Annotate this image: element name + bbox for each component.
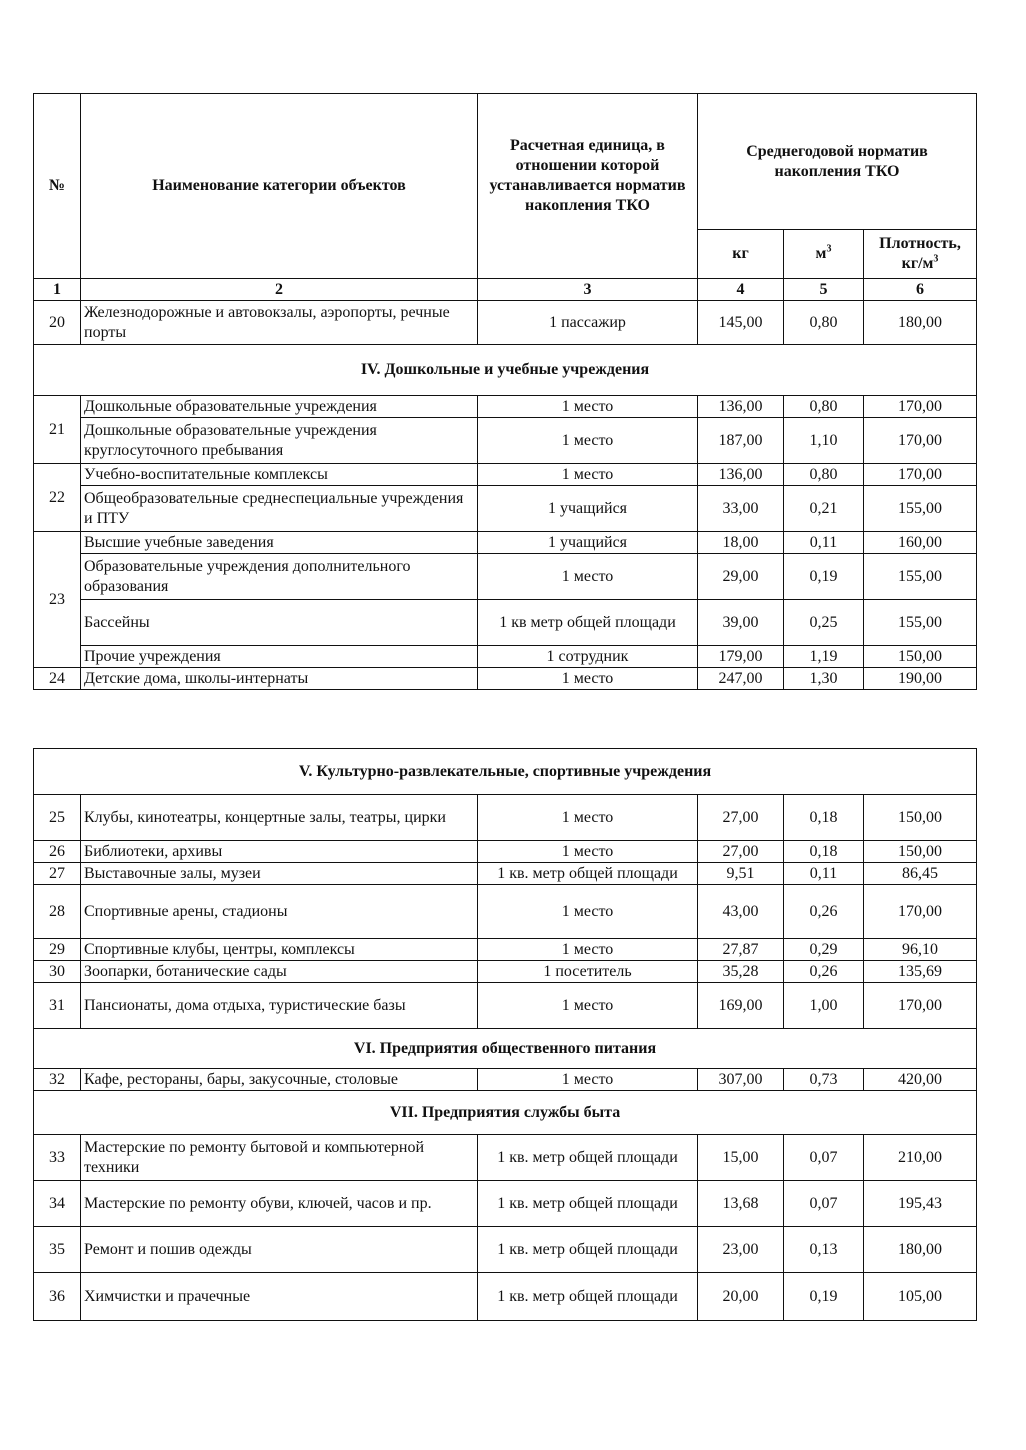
row-unit: 1 кв. метр общей площади (478, 1181, 698, 1227)
table-row (34, 1181, 977, 1227)
table-row (34, 668, 977, 690)
row-name: Кафе, рестораны, бары, закусочные, столовые (81, 1069, 478, 1091)
row-name: Учебно-воспитательные комплексы (81, 464, 478, 486)
row-name: Высшие учебные заведения (81, 532, 478, 554)
row-density: 96,10 (864, 939, 977, 961)
row-m3: 0,19 (784, 1273, 864, 1321)
row-name: Пансионаты, дома отдыха, туристические базы (81, 983, 478, 1029)
header-m3-sup: 3 (826, 243, 832, 255)
row-kg: 15,00 (698, 1135, 784, 1181)
header-num: № (34, 94, 81, 279)
row-num: 25 (34, 795, 81, 841)
row-unit: 1 кв. метр общей площади (478, 1135, 698, 1181)
row-m3: 0,19 (784, 554, 864, 600)
row-kg: 247,00 (698, 668, 784, 690)
row-density: 180,00 (864, 301, 977, 345)
norms-table-part-2 (33, 748, 977, 1321)
col-number: 2 (81, 279, 478, 301)
row-m3: 0,11 (784, 532, 864, 554)
row-m3: 0,18 (784, 795, 864, 841)
row-density: 180,00 (864, 1227, 977, 1273)
row-name: Дошкольные образовательные учреждения круглосуточного пребывания (81, 418, 478, 464)
header-density-label: Плотность, кг/м (879, 235, 961, 272)
col-number: 6 (864, 279, 977, 301)
table-row (34, 1273, 977, 1321)
row-unit: 1 место (478, 939, 698, 961)
row-m3: 0,21 (784, 486, 864, 532)
row-m3: 0,73 (784, 1069, 864, 1091)
section-title: IV. Дошкольные и учебные учреждения (34, 345, 977, 396)
header-kg: кг (698, 230, 784, 279)
row-unit: 1 место (478, 1069, 698, 1091)
row-m3: 1,30 (784, 668, 864, 690)
header-density-sup: 3 (933, 253, 939, 265)
row-unit: 1 место (478, 885, 698, 939)
row-name: Выставочные залы, музеи (81, 863, 478, 885)
row-name: Железнодорожные и автовокзалы, аэропорты, речные порты (81, 301, 478, 345)
row-density: 155,00 (864, 600, 977, 646)
row-kg: 20,00 (698, 1273, 784, 1321)
row-name: Спортивные клубы, центры, комплексы (81, 939, 478, 961)
row-unit: 1 сотрудник (478, 646, 698, 668)
row-num: 27 (34, 863, 81, 885)
row-m3: 0,11 (784, 863, 864, 885)
row-kg: 18,00 (698, 532, 784, 554)
row-kg: 307,00 (698, 1069, 784, 1091)
row-num: 34 (34, 1181, 81, 1227)
row-num: 28 (34, 885, 81, 939)
row-unit: 1 кв метр общей площади (478, 600, 698, 646)
row-num: 26 (34, 841, 81, 863)
row-unit: 1 место (478, 464, 698, 486)
header-m3 (784, 230, 864, 279)
row-density: 150,00 (864, 646, 977, 668)
table-row (34, 841, 977, 863)
row-density: 190,00 (864, 668, 977, 690)
row-kg: 179,00 (698, 646, 784, 668)
header-norm: Среднегодовой норматив накопления ТКО (698, 94, 977, 230)
row-num: 29 (34, 939, 81, 961)
row-m3: 0,80 (784, 464, 864, 486)
row-density: 155,00 (864, 486, 977, 532)
table-row (34, 1135, 977, 1181)
row-unit: 1 место (478, 418, 698, 464)
table-row (34, 885, 977, 939)
row-kg: 27,87 (698, 939, 784, 961)
row-name: Клубы, кинотеатры, концертные залы, театры, цирки (81, 795, 478, 841)
table-row (34, 961, 977, 983)
col-number: 5 (784, 279, 864, 301)
row-unit: 1 учащийся (478, 486, 698, 532)
row-unit: 1 пассажир (478, 301, 698, 345)
row-unit: 1 посетитель (478, 961, 698, 983)
row-m3: 0,25 (784, 600, 864, 646)
row-density: 420,00 (864, 1069, 977, 1091)
column-numbers-row (34, 279, 977, 301)
section-title: VI. Предприятия общественного питания (34, 1029, 977, 1069)
row-unit: 1 место (478, 795, 698, 841)
row-name: Мастерские по ремонту обуви, ключей, часов и пр. (81, 1181, 478, 1227)
row-unit: 1 место (478, 668, 698, 690)
table-row (34, 939, 977, 961)
table-row (34, 795, 977, 841)
row-kg: 43,00 (698, 885, 784, 939)
row-name: Зоопарки, ботанические сады (81, 961, 478, 983)
row-density: 150,00 (864, 841, 977, 863)
row-kg: 136,00 (698, 396, 784, 418)
table-row (34, 486, 977, 532)
row-m3: 0,26 (784, 885, 864, 939)
row-unit: 1 место (478, 396, 698, 418)
row-num: 36 (34, 1273, 81, 1321)
row-name: Химчистки и прачечные (81, 1273, 478, 1321)
row-kg: 136,00 (698, 464, 784, 486)
table-row (34, 646, 977, 668)
row-unit: 1 кв. метр общей площади (478, 1227, 698, 1273)
row-density: 170,00 (864, 885, 977, 939)
row-kg: 169,00 (698, 983, 784, 1029)
norms-table-part-1 (33, 93, 977, 690)
row-num: 33 (34, 1135, 81, 1181)
row-kg: 35,28 (698, 961, 784, 983)
row-m3: 0,29 (784, 939, 864, 961)
row-name: Библиотеки, архивы (81, 841, 478, 863)
row-unit: 1 место (478, 841, 698, 863)
row-density: 170,00 (864, 396, 977, 418)
row-density: 160,00 (864, 532, 977, 554)
row-num: 20 (34, 301, 81, 345)
row-density: 210,00 (864, 1135, 977, 1181)
section-row (34, 1029, 977, 1069)
row-kg: 145,00 (698, 301, 784, 345)
row-density: 150,00 (864, 795, 977, 841)
section-row (34, 1091, 977, 1135)
col-number: 4 (698, 279, 784, 301)
row-kg: 27,00 (698, 795, 784, 841)
row-name: Прочие учреждения (81, 646, 478, 668)
row-name: Спортивные арены, стадионы (81, 885, 478, 939)
header-unit: Расчетная единица, в отношении которой устанавливается норматив накопления ТКО (478, 94, 698, 279)
row-m3: 0,18 (784, 841, 864, 863)
row-m3: 1,19 (784, 646, 864, 668)
row-m3: 0,07 (784, 1181, 864, 1227)
header-m3-label: м (815, 245, 827, 262)
table-row (34, 418, 977, 464)
header-name: Наименование категории объектов (81, 94, 478, 279)
row-density: 155,00 (864, 554, 977, 600)
row-m3: 0,80 (784, 396, 864, 418)
row-m3: 0,26 (784, 961, 864, 983)
row-kg: 33,00 (698, 486, 784, 532)
table-row (34, 863, 977, 885)
row-kg: 27,00 (698, 841, 784, 863)
section-title: VII. Предприятия службы быта (34, 1091, 977, 1135)
row-density: 86,45 (864, 863, 977, 885)
header-density (864, 230, 977, 279)
row-kg: 9,51 (698, 863, 784, 885)
row-num: 30 (34, 961, 81, 983)
section-row (34, 749, 977, 795)
row-density: 105,00 (864, 1273, 977, 1321)
row-name: Дошкольные образовательные учреждения (81, 396, 478, 418)
row-kg: 39,00 (698, 600, 784, 646)
row-unit: 1 кв. метр общей площади (478, 863, 698, 885)
row-name: Общеобразовательные среднеспециальные учреждения и ПТУ (81, 486, 478, 532)
col-number: 1 (34, 279, 81, 301)
row-m3: 0,13 (784, 1227, 864, 1273)
table-row (34, 301, 977, 345)
row-unit: 1 место (478, 983, 698, 1029)
row-name: Образовательные учреждения дополнительного образования (81, 554, 478, 600)
row-num: 32 (34, 1069, 81, 1091)
row-num: 24 (34, 668, 81, 690)
row-density: 195,43 (864, 1181, 977, 1227)
row-kg: 187,00 (698, 418, 784, 464)
row-num: 31 (34, 983, 81, 1029)
table-row (34, 600, 977, 646)
row-density: 170,00 (864, 418, 977, 464)
row-name: Детские дома, школы-интернаты (81, 668, 478, 690)
section-row (34, 345, 977, 396)
row-unit: 1 кв. метр общей площади (478, 1273, 698, 1321)
row-density: 170,00 (864, 464, 977, 486)
row-unit: 1 место (478, 554, 698, 600)
table-row (34, 1069, 977, 1091)
row-name: Бассейны (81, 600, 478, 646)
table-row (34, 983, 977, 1029)
row-kg: 13,68 (698, 1181, 784, 1227)
row-density: 135,69 (864, 961, 977, 983)
row-unit: 1 учащийся (478, 532, 698, 554)
row-density: 170,00 (864, 983, 977, 1029)
row-num: 22 (34, 464, 81, 532)
table-row (34, 396, 977, 418)
row-num: 35 (34, 1227, 81, 1273)
section-title: V. Культурно-развлекательные, спортивные учреждения (34, 749, 977, 795)
row-num: 23 (34, 532, 81, 668)
row-kg: 29,00 (698, 554, 784, 600)
table-row (34, 1227, 977, 1273)
table-row (34, 464, 977, 486)
table-row (34, 532, 977, 554)
row-m3: 0,07 (784, 1135, 864, 1181)
col-number: 3 (478, 279, 698, 301)
row-m3: 1,00 (784, 983, 864, 1029)
row-num: 21 (34, 396, 81, 464)
row-m3: 1,10 (784, 418, 864, 464)
row-kg: 23,00 (698, 1227, 784, 1273)
row-m3: 0,80 (784, 301, 864, 345)
row-name: Мастерские по ремонту бытовой и компьютерной техники (81, 1135, 478, 1181)
table-row (34, 554, 977, 600)
row-name: Ремонт и пошив одежды (81, 1227, 478, 1273)
